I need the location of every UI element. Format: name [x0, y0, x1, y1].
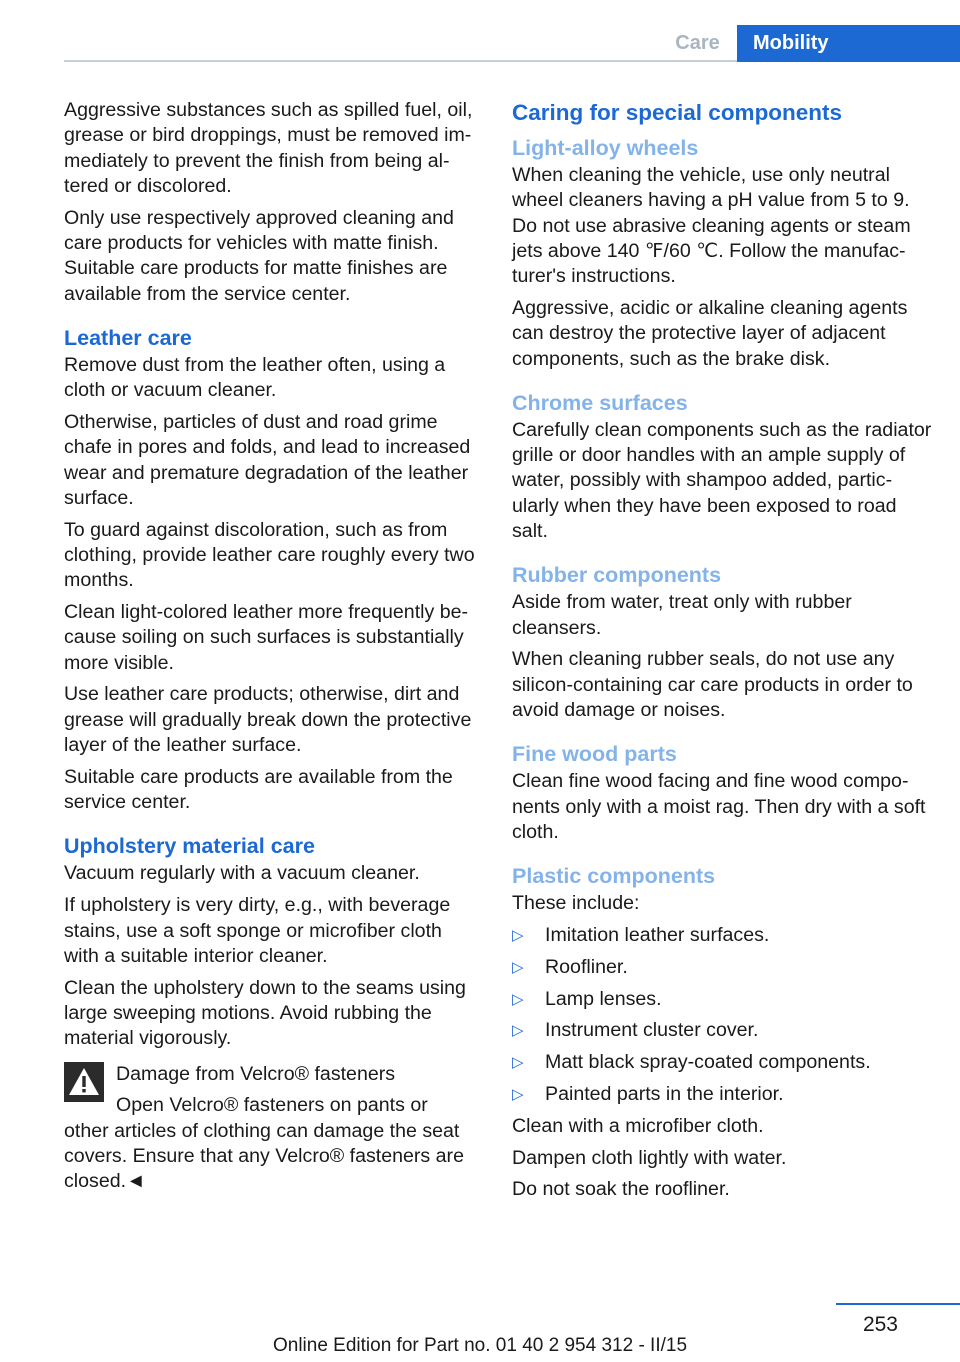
paragraph: Vacuum regularly with a vacuum cleaner.: [64, 862, 420, 885]
intro-paragraph: Aggressive substances such as spilled fuel, oil, grease or bird droppings, must be removed immediately to prevent the finish from being altered or discolored.: [64, 99, 473, 197]
paragraph: To guard against discoloration, such as from clothing, provide leather care roughly every two months.: [64, 518, 475, 592]
fine-wood-heading: Fine wood parts: [512, 742, 677, 767]
paragraph: Aside from water, treat only with rubber cleansers.: [512, 591, 852, 639]
rubber-components-heading: Rubber components: [512, 563, 722, 588]
triangle-bullet-icon: ▷: [512, 1086, 524, 1104]
warning-body-continued: other articles of clothing can damage the seat covers. Ensure that any Velcro® fasteners are closed.◄: [64, 1119, 464, 1193]
page-header: [0, 25, 960, 63]
list-item: ▷ Instrument cluster cover.: [512, 1018, 932, 1043]
paragraph: Do not soak the roofliner.: [512, 1178, 730, 1201]
plastic-components-list: [512, 923, 932, 1107]
leather-care-section: [64, 324, 479, 816]
triangle-bullet-icon: ▷: [512, 990, 524, 1008]
list-item: ▷ Roofliner.: [512, 955, 932, 980]
list-item: ▷ Painted parts in the interior.: [512, 1082, 932, 1107]
rubber-components-section: [512, 561, 932, 723]
list-item: ▷ Lamp lenses.: [512, 987, 932, 1012]
triangle-bullet-icon: ▷: [512, 927, 524, 945]
section-heading-special-components: Caring for special components: [512, 100, 843, 125]
chrome-surfaces-heading: Chrome surfaces: [512, 390, 688, 415]
triangle-bullet-icon: ▷: [512, 1022, 524, 1040]
fine-wood-section: [512, 740, 932, 845]
paragraph: Aggressive, acidic or alkaline cleaning agents can destroy the protective layer of adjacent components, such as the brake disk.: [512, 296, 908, 370]
paragraph: When cleaning the vehicle, use only neutral wheel cleaners having a pH value from 5 to 9. Do not use abrasive cleaning agents or steam jets above 140 ℉/60 ℃. Follow the manufacturer's instructions.: [512, 164, 911, 288]
list-item: ▷ Matt black spray-coated components.: [512, 1050, 932, 1075]
upholstery-heading: Upholstery material care: [64, 834, 315, 859]
alloy-wheels-heading: Light-alloy wheels: [512, 136, 699, 160]
paragraph: If upholstery is very dirty, e.g., with beverage stains, use a soft sponge or microfiber cloth with a suitable interior cleaner.: [64, 894, 451, 967]
paragraph: When cleaning rubber seals, do not use any silicon-containing car care products in order to avoid damage or noises.: [512, 648, 913, 722]
paragraph: Use leather care products; otherwise, dirt and grease will gradually break down the protective layer of the leather surface.: [64, 683, 472, 757]
leather-care-heading: Leather care: [64, 325, 192, 350]
upholstery-section: [64, 832, 479, 1194]
triangle-bullet-icon: ▷: [512, 1054, 524, 1072]
plastic-components-section: [512, 862, 932, 1202]
edition-note: Online Edition for Part no. 01 40 2 954 312 - II/15: [272, 1335, 688, 1356]
paragraph: Suitable care products are available from the service center.: [64, 765, 453, 814]
warning-notice: [64, 1062, 479, 1195]
warning-triangle-icon: [64, 1062, 104, 1102]
tab-mobility[interactable]: Mobility: [737, 25, 960, 62]
paragraph: Otherwise, particles of dust and road grime chafe in pores and folds, and lead to increased wear and premature degradation of the leather surface.: [64, 410, 471, 509]
warning-title: Damage from Velcro® fasteners: [116, 1062, 396, 1085]
triangle-bullet-icon: ▷: [512, 958, 524, 976]
left-column: [64, 98, 479, 1194]
alloy-wheels-section: [512, 134, 932, 372]
paragraph: Clean the upholstery down to the seams using large sweeping motions. Avoid rubbing the material vigorously.: [64, 976, 466, 1050]
paragraph: Clean with a microfiber cloth.: [512, 1114, 764, 1137]
paragraph: Clean light-colored leather more frequently because soiling on such surfaces is substantially more visible.: [64, 601, 469, 674]
plastic-components-heading: Plastic components: [512, 864, 716, 889]
page-number: 253: [862, 1313, 898, 1336]
paragraph: Remove dust from the leather often, using a cloth or vacuum cleaner.: [64, 353, 446, 402]
intro-paragraph: Only use respectively approved cleaning and care products for vehicles with matte finish. Suitable care products for matte finishes are available from the service center.: [64, 206, 454, 305]
paragraph: Carefully clean components such as the radiator grille or door handles with an ample supply of water, possibly with shampoo added, particularly when they have been exposed to road salt.: [512, 418, 932, 543]
chrome-surfaces-section: [512, 389, 932, 544]
right-column: [512, 98, 932, 1209]
list-item: ▷ Imitation leather surfaces.: [512, 923, 932, 948]
paragraph: These include:: [512, 892, 640, 915]
paragraph: Dampen cloth lightly with water.: [512, 1146, 787, 1169]
tab-care[interactable]: Care: [675, 32, 720, 54]
footer-rule: [836, 1303, 960, 1305]
paragraph: Clean fine wood facing and fine wood components only with a moist rag. Then dry with a soft cloth.: [512, 770, 926, 843]
warning-body: Open Velcro® fasteners on pants or: [116, 1094, 428, 1117]
